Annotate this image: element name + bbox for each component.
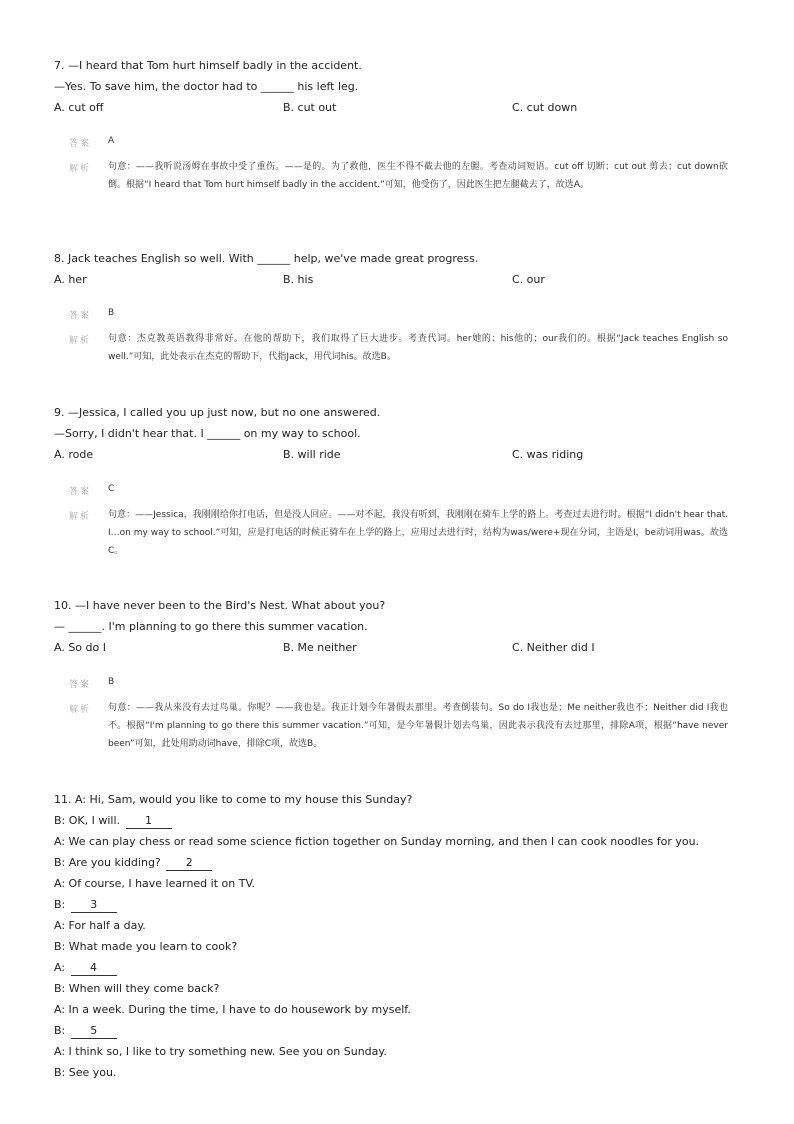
option-b: B. his [283,273,314,286]
dialogue-text: B: Are you kidding? [54,856,165,869]
options-row [54,269,754,290]
option-a: A. rode [54,448,94,461]
blank-3: 3 [71,898,117,913]
option-b: B. Me neither [283,641,357,654]
question-stem: —Yes. To save him, the doctor had to ______ his left leg. [54,80,359,93]
blank-5: 5 [71,1024,117,1039]
question-stem: 8. Jack teaches English so well. With ______ help, we've made great progress. [54,252,479,265]
option-c: C. cut down [512,101,578,114]
dialogue-line [54,1020,754,1041]
question-7 [54,55,754,118]
blank-2: 2 [166,856,212,871]
dialogue-line [54,978,754,999]
question-9 [54,402,754,465]
dialogue-text: A: Of course, I have learned it on TV. [54,877,256,890]
answer-value: A [108,136,115,146]
explain-label: 解析 [69,336,92,346]
answer-value: B [108,308,115,318]
dialogue-line [54,1041,754,1062]
dialogue-line [54,810,754,831]
dialogue-line [54,957,754,978]
dialogue-line [54,852,754,873]
answer-value: B [108,677,115,687]
blank-1: 1 [126,814,172,829]
dialogue-line [54,894,754,915]
answer-value: C [108,484,115,494]
question-8 [54,248,754,290]
explain-label: 解析 [69,705,92,715]
dialogue-text: A: [54,961,69,974]
dialogue-line [54,1062,754,1083]
option-c: C. Neither did I [512,641,595,654]
option-b: B. cut out [283,101,337,114]
answer-label: 答案 [69,487,92,497]
question-stem: — ______. I'm planning to go there this summer vacation. [54,620,368,633]
dialogue-line [54,873,754,894]
explanation: 句意：——我从来没有去过鸟巢。你呢？——我也是。我正计划今年暑假去那里。考查倒装句。So do I我也是；Me neither我也不；Neither did I我也不。根据“I'm planning to go there this summer vacation.”可知，是今年暑假计划去鸟巢，因此表示我没有去过那里，排除A项，根据“have never been”可知，此处用助动词have，排除C项，故选B。 [108,703,728,749]
dialogue-text: B: What made you learn to cook? [54,940,238,953]
option-c: C. our [512,273,545,286]
dialogue-title: 11. A: Hi, Sam, would you like to come to my house this Sunday? [54,793,413,806]
options-row [54,444,754,465]
dialogue-line [54,999,754,1020]
answer-label: 答案 [69,680,92,690]
option-b: B. will ride [283,448,341,461]
dialogue-text: A: For half a day. [54,919,146,932]
option-a: A. So do I [54,641,106,654]
dialogue-line [54,915,754,936]
question-stem: 9. —Jessica, I called you up just now, but no one answered. [54,406,381,419]
options-row [54,637,754,658]
dialogue-text: A: In a week. During the time, I have to do housework by myself. [54,1003,411,1016]
dialogue-text: B: When will they come back? [54,982,220,995]
option-c: C. was riding [512,448,584,461]
explain-label: 解析 [69,512,92,522]
option-a: A. cut off [54,101,104,114]
answer-label: 答案 [69,139,92,149]
dialogue-line [54,936,754,957]
question-stem: —Sorry, I didn't hear that. I ______ on my way to school. [54,427,361,440]
dialogue-text: B: [54,898,69,911]
option-a: A. her [54,273,87,286]
dialogue-text: A: We can play chess or read some science fiction together on Sunday morning, and then I can cook noodles for you. [54,835,700,848]
question-11-dialogue [54,789,754,1083]
answer-label: 答案 [69,311,92,321]
explanation: 句意：杰克教英语教得非常好。在他的帮助下，我们取得了巨大进步。考查代词。her她的；his他的；our我们的。根据“Jack teaches English so well.”可知，此处表示在杰克的帮助下，代指Jack，用代词his。故选B。 [108,334,728,362]
question-stem: 10. —I have never been to the Bird's Nest. What about you? [54,599,386,612]
dialogue-text: B: See you. [54,1066,117,1079]
question-stem: 7. —I heard that Tom hurt himself badly in the accident. [54,59,362,72]
dialogue-line [54,831,754,852]
explanation: 句意：——我听说汤姆在事故中受了重伤。——是的。为了救他，医生不得不截去他的左腿。考查动词短语。cut off 切断；cut out 剪去；cut down砍倒。根据“I heard that Tom hurt himself badly in the accident.”可知，他受伤了，因此医生把左腿截去了，故选A。 [108,162,728,190]
question-10 [54,595,754,658]
dialogue-text: B: OK, I will. [54,814,124,827]
blank-4: 4 [71,961,117,976]
dialogue-text: B: [54,1024,69,1037]
explanation: 句意：——Jessica，我刚刚给你打电话，但是没人回应。——对不起，我没有听到，我刚刚在骑车上学的路上。考查过去进行时。根据“I didn't hear that. I…on my way to school.”可知，应是打电话的时候正骑车在上学的路上，应用过去进行时，结构为was/were+现在分词，主语是I，be动词用was。故选C。 [108,510,728,556]
explain-label: 解析 [69,164,92,174]
options-row [54,97,754,118]
dialogue-text: A: I think so, I like to try something new. See you on Sunday. [54,1045,387,1058]
